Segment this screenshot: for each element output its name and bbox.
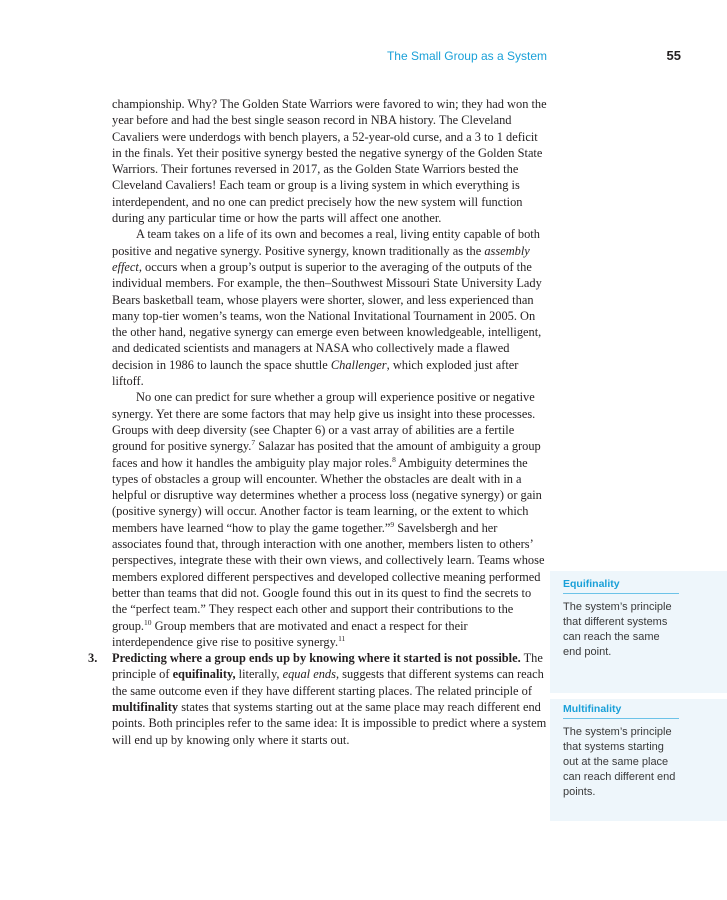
glossary-entry [563,578,679,660]
text-run: A team takes on a life of its own and becomes a real, living entity capable of both positive and negative synergy. Positive synergy, known traditionally as the [112,227,540,258]
glossary-entry [563,703,679,800]
text-run: , which exploded just after liftoff. [112,357,519,389]
footnote-ref: 8 [392,454,396,464]
footnote-ref: 7 [251,438,256,448]
italic-text: Challenger [330,357,387,372]
text-run: , suggests that different systems can reach the same outcome even if they have different starting places. The related principle of [112,667,544,698]
list-body [112,651,546,746]
bold-term: multifinality [112,699,179,714]
paragraph [112,226,549,389]
text-run: The principle of [112,651,543,682]
text-run: Group members that are motivated and enact a respect for their interdependence give rise to positive synergy. [112,618,468,649]
text-run: championship. Why? The Golden State Warriors were favored to win; they had won the year before and had the best single season record in NBA history. The Cleveland Cavaliers were underdogs with bench players, a 52-year-old curse, and a 3 to 1 deficit in the finals. Yet their positive synergy bested the negative synergy of the Golden State Warriors. Their fortunes reversed in 2017, as the Golden State Warriors bested the Cleveland Cavaliers! Each team or group is a living system in which everything is interdependent, and no one can predict precisely how the new system will function during any particular time or how the parts will affect one another. [112,97,547,226]
list-lead: Predicting where a group ends up by knowing where it started is not possible. [112,651,521,666]
footnote-ref: 9 [390,519,395,529]
paragraph [112,389,549,650]
paragraph [112,96,549,226]
text-run: Ambiguity determines the types of obstacles a group will encounter. Whether the obstacles are dealt with in a helpful or disruptive way determines whether a process loss (negative synergy) or gain (positive synergy) will occur. Another factor is team learning, or the extent to which members have learned “how to play the game together.” [112,455,542,535]
bold-term: equifinality, [172,667,236,682]
glossary-term: Equifinality [563,578,679,594]
footnote-ref: 10 [144,617,152,627]
glossary-term: Multifinality [563,703,679,719]
italic-text: equal ends [282,667,336,682]
footnote-ref: 11 [338,633,346,643]
text-run: states that systems starting out at the same place may reach different end points. Both principles refer to the same idea: It is impossible to predict where a system will end up by knowing only where it starts out. [112,699,547,747]
body-text [88,96,549,748]
glossary-definition: The system’s principle that different systems can reach the same end point. [563,601,672,658]
list-number: 3. [88,651,98,666]
running-head [0,49,727,65]
list-item [88,650,549,748]
text-run: Salazar has posited that the amount of ambiguity a group faces and how it handles the ambiguity play major roles. [112,439,541,470]
text-run: No one can predict for sure whether a group will experience positive or negative synergy. Yet there are some factors that may help give us insight into these processes. Groups with deep diversity (see Chapter 6) or a vast array of abilities are a fertile ground for positive synergy. [112,390,536,454]
running-title: The Small Group as a System [386,49,547,63]
text-run: Savelsbergh and her associates found that, through interaction with one another, members listen to others’ perspectives, integrate these with their own views, and collectively learn. Teams whose members explored different perspectives and developed collective meaning performed better than teams that did not. Google found this out in its quest to find the secrets to the “perfect team.” They respect each other and support their contributions to the group. [112,520,545,633]
glossary-definition: The system’s principle that systems starting out at the same place can reach different end points. [563,726,676,798]
italic-text: assembly effect, [112,243,530,274]
text-run: literally, [235,667,283,682]
text-run: occurs when a group’s output is superior to the averaging of the outputs of the individual members. For example, the then–Southwest Missouri State University Lady Bears basketball team, whose players were shorter, slower, and less experienced than many top-tier women’s teams, won the National Invitational Tournament in 2005. On the other hand, negative synergy can emerge even between knowledgeable, intelligent, and dedicated scientists and managers at NASA who collectively made a flawed decision in 1986 to launch the space shuttle [112,259,542,372]
page-number: 55 [666,48,681,63]
